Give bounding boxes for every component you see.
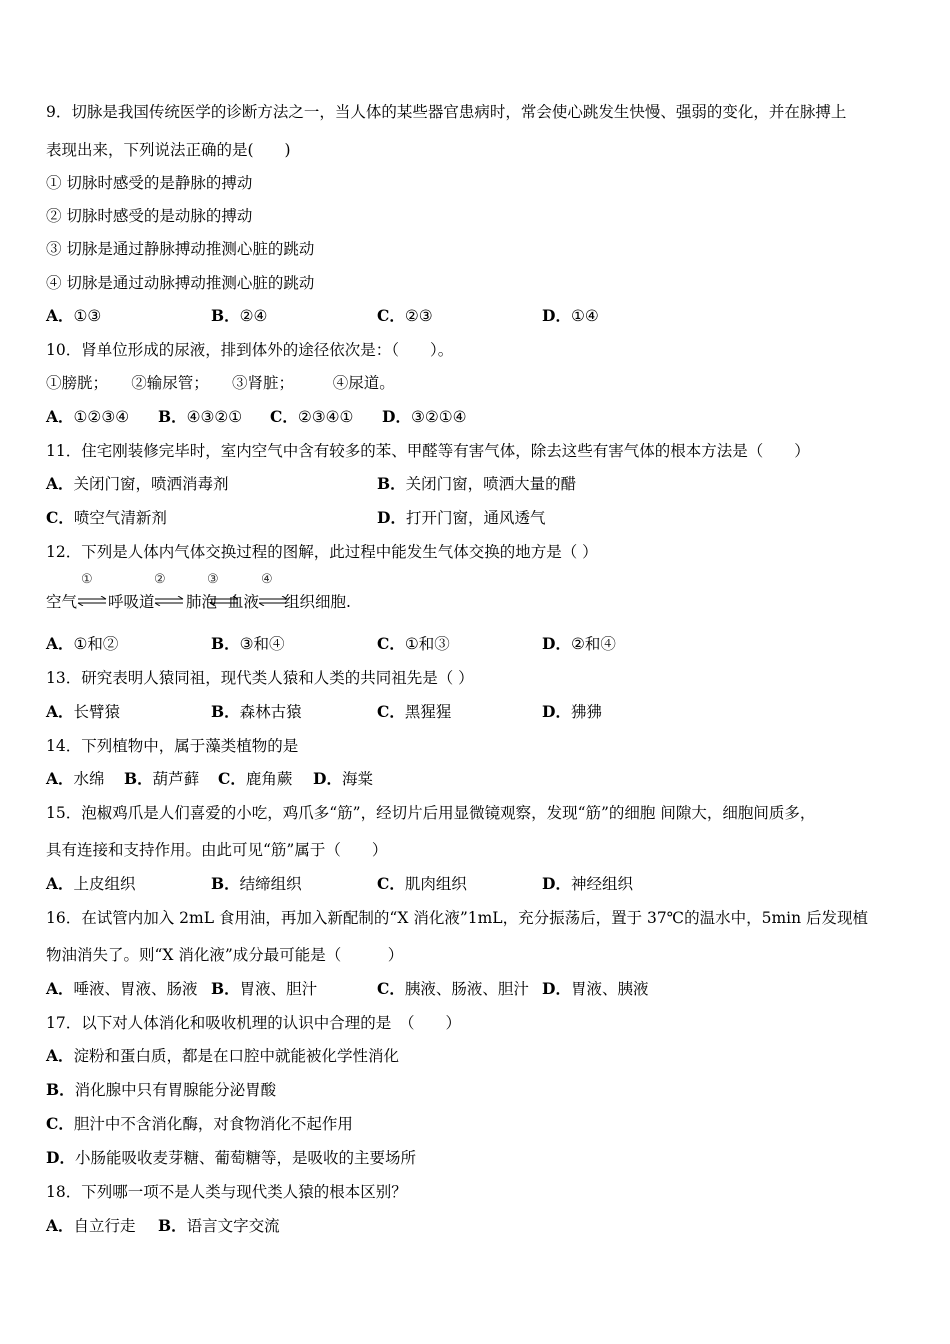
q9-item-3: ③ 切脉是通过静脉搏动推测心脏的跳动 bbox=[46, 240, 315, 258]
q18-option-a[interactable]: A．自立行走 bbox=[46, 1216, 136, 1235]
q11-option-b[interactable]: B．关闭门窗，喷洒大量的醋 bbox=[377, 474, 577, 493]
q17-stem: 17．以下对人体消化和吸收机理的认识中合理的是 （ ） bbox=[46, 1014, 461, 1032]
q12-option-d[interactable]: D．②和④ bbox=[542, 634, 616, 653]
flow-marker-1: ① bbox=[81, 572, 93, 587]
q16-stem-line2: 物油消失了。则“X 消化液”成分最可能是（ ） bbox=[46, 946, 404, 964]
q11-stem: 11．住宅刚装修完毕时，室内空气中含有较多的苯、甲醛等有害气体，除去这些有害气体的根本方法是（ ） bbox=[46, 442, 810, 460]
q13-option-b[interactable]: B．森林古猿 bbox=[211, 702, 302, 721]
q12-option-c[interactable]: C．①和③ bbox=[377, 634, 450, 653]
q10-items: ①膀胱； ②输尿管； ③肾脏； ④尿道。 bbox=[46, 374, 395, 392]
q14-option-c[interactable]: C．鹿角蕨 bbox=[218, 769, 293, 788]
q14-option-d[interactable]: D．海棠 bbox=[313, 769, 373, 788]
q11-option-a[interactable]: A．关闭门窗，喷洒消毒剂 bbox=[46, 474, 229, 493]
q16-stem-line1: 16．在试管内加入 2mL 食用油，再加入新配制的“X 消化液”1mL，充分振荡后，置于 37℃的温水中，5min 后发现植 bbox=[46, 909, 869, 927]
q9-option-c[interactable]: C．②③ bbox=[377, 306, 433, 325]
q9-stem-line2: 表现出来，下列说法正确的是( ) bbox=[46, 141, 291, 159]
q16-option-a[interactable]: A．唾液、胃液、肠液 bbox=[46, 979, 198, 998]
q18-stem: 18．下列哪一项不是人类与现代类人猿的根本区别？ bbox=[46, 1183, 407, 1201]
flow-node-blood: 血液 bbox=[228, 593, 260, 611]
q14-option-a[interactable]: A．水绵 bbox=[46, 769, 105, 788]
q14-stem: 14．下列植物中，属于藻类植物的是 bbox=[46, 737, 299, 755]
q16-option-b[interactable]: B．胃液、胆汁 bbox=[211, 979, 318, 998]
q10-option-b[interactable]: B．④③②① bbox=[158, 407, 243, 426]
q15-stem-line2: 具有连接和支持作用。由此可见“筋”属于（ ） bbox=[46, 841, 388, 859]
q12-stem: 12．下列是人体内气体交换过程的图解，此过程中能发生气体交换的地方是（ ） bbox=[46, 543, 598, 561]
q9-option-b[interactable]: B．②④ bbox=[211, 306, 268, 325]
q9-item-2: ② 切脉时感受的是动脉的搏动 bbox=[46, 207, 253, 225]
q12-option-a[interactable]: A．①和② bbox=[46, 634, 119, 653]
q15-option-d[interactable]: D．神经组织 bbox=[542, 874, 633, 893]
flow-node-airway: 呼吸道 bbox=[108, 593, 155, 611]
q10-option-a[interactable]: A．①②③④ bbox=[46, 407, 130, 426]
flow-node-air: 空气 bbox=[46, 593, 78, 611]
flow-marker-4: ④ bbox=[261, 572, 273, 587]
q13-option-d[interactable]: D．狒狒 bbox=[542, 702, 602, 721]
q14-option-b[interactable]: B．葫芦藓 bbox=[124, 769, 200, 788]
q13-option-a[interactable]: A．长臂猿 bbox=[46, 702, 121, 721]
q16-option-c[interactable]: C．胰液、肠液、胆汁 bbox=[377, 979, 529, 998]
q10-option-d[interactable]: D．③②①④ bbox=[382, 407, 467, 426]
q9-option-a[interactable]: A．①③ bbox=[46, 306, 102, 325]
q16-option-d[interactable]: D．胃液、胰液 bbox=[542, 979, 649, 998]
q15-stem-line1: 15．泡椒鸡爪是人们喜爱的小吃，鸡爪多“筋”，经切片后用显微镜观察，发现“筋”的细胞 间隙大，细胞间质多， bbox=[46, 804, 816, 822]
q15-option-c[interactable]: C．肌肉组织 bbox=[377, 874, 467, 893]
q12-option-b[interactable]: B．③和④ bbox=[211, 634, 285, 653]
double-arrow-icon bbox=[77, 596, 107, 606]
q9-item-4: ④ 切脉是通过动脉搏动推测心脏的跳动 bbox=[46, 274, 315, 292]
q11-option-d[interactable]: D．打开门窗，通风透气 bbox=[377, 508, 546, 527]
q13-option-c[interactable]: C．黑猩猩 bbox=[377, 702, 452, 721]
gas-exchange-diagram bbox=[46, 572, 466, 616]
q13-stem: 13．研究表明人猿同祖，现代类人猿和人类的共同祖先是（ ） bbox=[46, 669, 474, 687]
q9-stem-line1: 9．切脉是我国传统医学的诊断方法之一，当人体的某些器官患病时，常会使心跳发生快慢、强弱的变化，并在脉搏上 bbox=[46, 103, 847, 121]
flow-marker-3: ③ bbox=[207, 572, 219, 587]
flow-marker-2: ② bbox=[154, 572, 166, 587]
q9-option-d[interactable]: D．①④ bbox=[542, 306, 599, 325]
flow-node-alveoli: 肺泡 bbox=[186, 593, 218, 611]
q18-option-b[interactable]: B．语言文字交流 bbox=[158, 1216, 280, 1235]
q10-stem: 10．肾单位形成的尿液，排到体外的途径依次是：（ ）。 bbox=[46, 341, 454, 359]
q10-option-c[interactable]: C．②③④① bbox=[270, 407, 354, 426]
q9-item-1: ① 切脉时感受的是静脉的搏动 bbox=[46, 174, 253, 192]
q15-option-a[interactable]: A．上皮组织 bbox=[46, 874, 136, 893]
flow-node-tissue-cells: 组织细胞. bbox=[284, 593, 351, 611]
q15-option-b[interactable]: B．结缔组织 bbox=[211, 874, 302, 893]
q11-option-c[interactable]: C．喷空气清新剂 bbox=[46, 508, 167, 527]
double-arrow-icon bbox=[154, 596, 184, 606]
